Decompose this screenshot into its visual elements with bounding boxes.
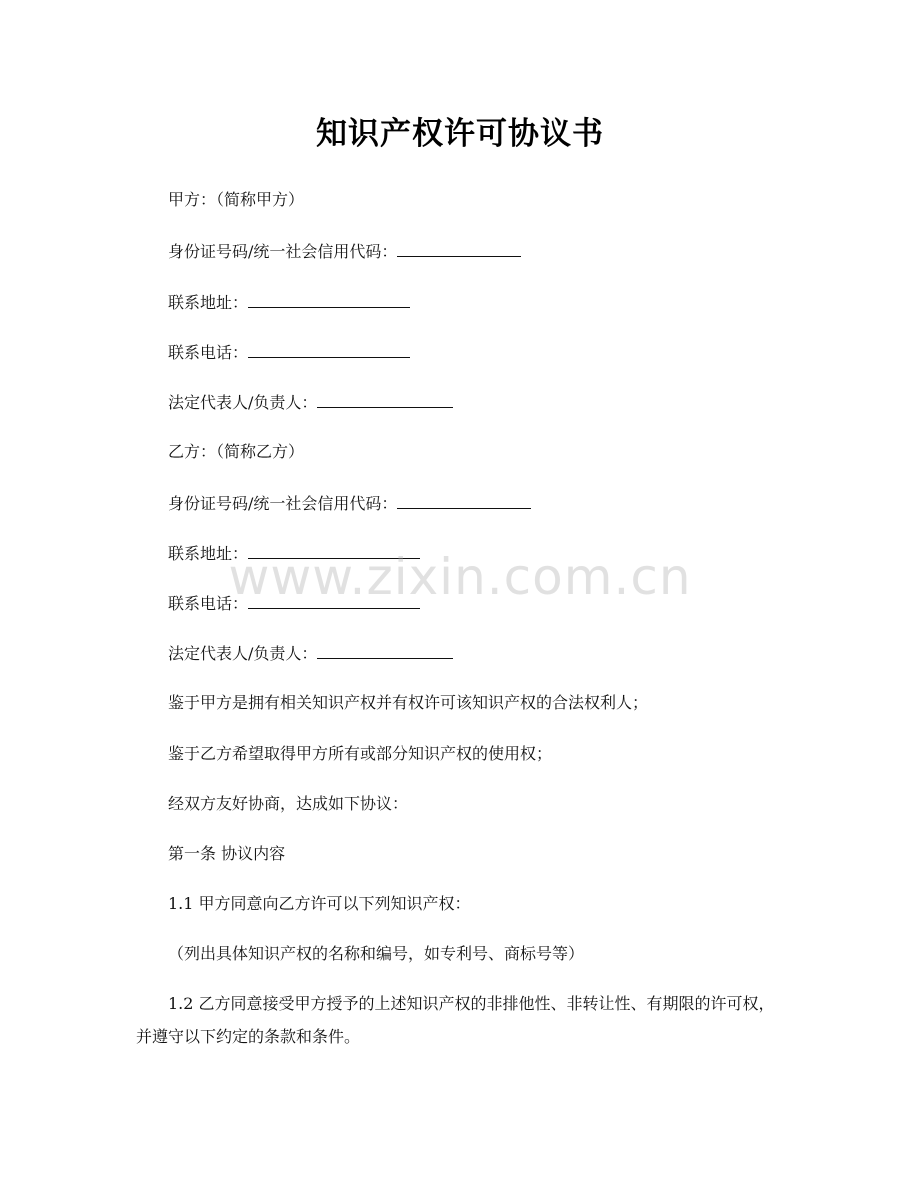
party-b-id-row <box>168 493 531 515</box>
document-title: 知识产权许可协议书 <box>316 116 604 152</box>
party-b-address-label: 联系地址： <box>168 544 249 563</box>
party-a-id-label: 身份证号码/统一社会信用代码： <box>168 242 398 261</box>
party-a-id-row <box>168 241 521 263</box>
watermark-text: www.zixin.com.cn <box>228 548 692 606</box>
recital-3: 经双方友好协商，达成如下协议： <box>168 794 409 813</box>
party-b-rep-row <box>168 643 453 665</box>
clause-1-1: 1.1 甲方同意向乙方许可以下列知识产权： <box>168 894 471 913</box>
clause-1-2: 1.2 乙方同意接受甲方授予的上述知识产权的非排他性、非转让性、有期限的许可权，并遵守以下约定的条款和条件。 <box>136 994 775 1046</box>
party-a-heading: 甲方：（简称甲方） <box>168 190 305 209</box>
party-a-address-blank[interactable] <box>248 293 410 308</box>
party-a-rep-row <box>168 392 453 414</box>
party-a-phone-blank[interactable] <box>248 343 410 358</box>
party-a-phone-row <box>168 342 410 364</box>
party-a-phone-label: 联系电话： <box>168 343 249 362</box>
party-b-id-label: 身份证号码/统一社会信用代码： <box>168 494 398 513</box>
party-a-address-label: 联系地址： <box>168 293 249 312</box>
article-1-heading: 第一条 协议内容 <box>168 844 286 863</box>
party-b-phone-blank[interactable] <box>248 594 420 609</box>
party-a-id-blank[interactable] <box>397 242 521 257</box>
party-b-rep-blank[interactable] <box>317 644 453 659</box>
party-b-address-row <box>168 543 420 565</box>
party-b-address-blank[interactable] <box>248 544 420 559</box>
recital-1: 鉴于甲方是拥有相关知识产权并有权许可该知识产权的合法权利人； <box>168 693 649 712</box>
party-b-id-blank[interactable] <box>397 494 531 509</box>
party-b-rep-label: 法定代表人/负责人： <box>168 644 318 663</box>
party-b-heading: 乙方：（简称乙方） <box>168 442 305 461</box>
recital-2: 鉴于乙方希望取得甲方所有或部分知识产权的使用权； <box>168 744 553 763</box>
party-a-address-row <box>168 292 410 314</box>
party-a-rep-label: 法定代表人/负责人： <box>168 393 318 412</box>
party-b-phone-row <box>168 593 420 615</box>
party-a-rep-blank[interactable] <box>317 393 453 408</box>
clause-1-1-note: （列出具体知识产权的名称和编号，如专利号、商标号等） <box>168 944 585 963</box>
party-b-phone-label: 联系电话： <box>168 594 249 613</box>
